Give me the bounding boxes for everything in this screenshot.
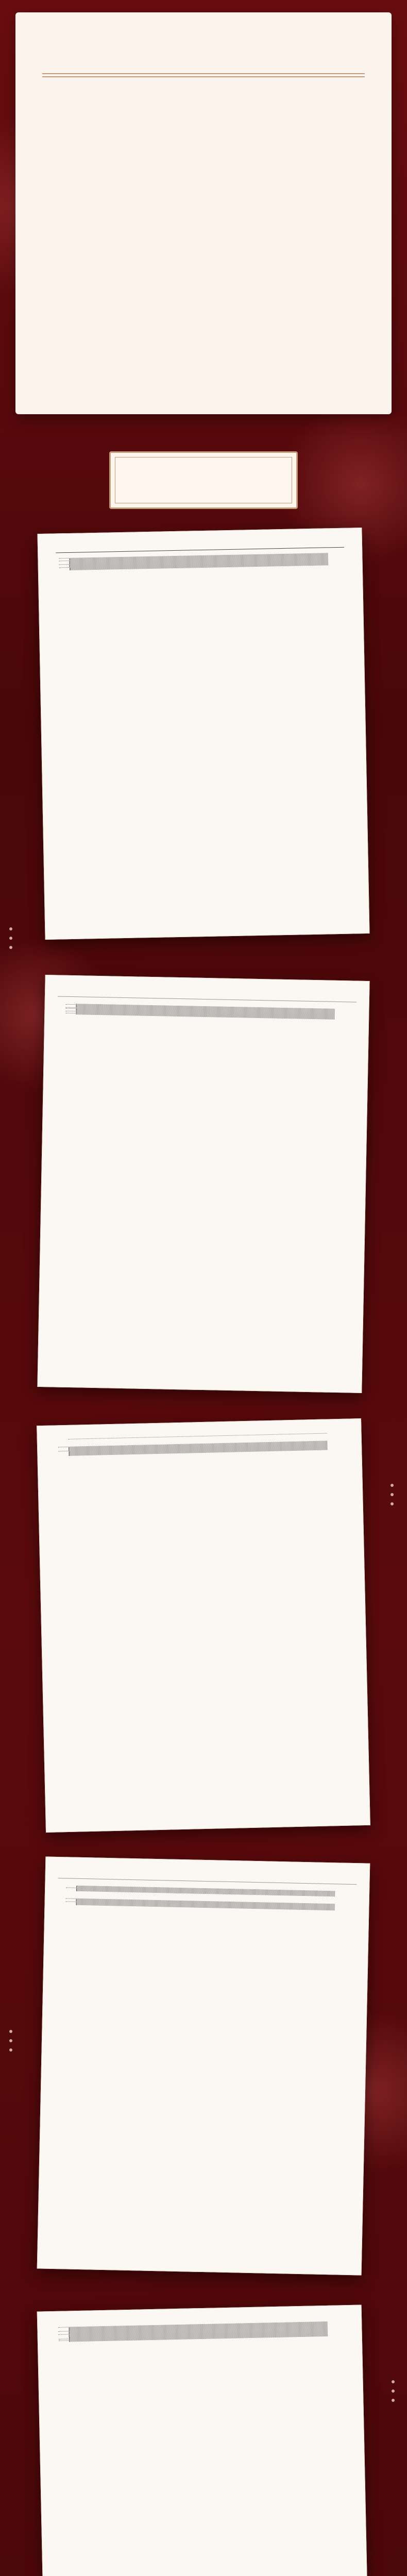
toc-page-3 (37, 1418, 370, 1833)
intro-body (48, 99, 359, 396)
decorative-dots (9, 927, 19, 955)
toc-heading (56, 544, 344, 550)
toc-page-body (55, 1433, 352, 1822)
intro-title (15, 27, 392, 65)
toc-list (63, 1885, 351, 1899)
toc-list (62, 1004, 351, 1022)
toc-list (56, 555, 344, 573)
toc-page-4 (37, 1856, 370, 2275)
toc-list (62, 1900, 351, 1913)
toc-page-number (330, 1435, 344, 1436)
toc-list (55, 2321, 344, 2344)
divider (42, 73, 365, 74)
toc-page-number (337, 1912, 351, 1913)
running-head (58, 985, 357, 1001)
decorative-dots (9, 2030, 19, 2058)
decorative-dots (392, 2380, 401, 2408)
toc-page-body (55, 1885, 351, 2264)
toc-page-body (56, 1004, 351, 1382)
toc-entry-row (55, 1435, 344, 1442)
banner-frame (115, 457, 292, 503)
divider (56, 547, 344, 553)
divider (42, 76, 365, 77)
contents-banner (109, 451, 298, 509)
toc-page-body (55, 2321, 352, 2576)
dot-leader (69, 1433, 327, 1439)
decorative-dots (391, 1484, 400, 1512)
toc-page-5 (37, 2304, 370, 2576)
intro-card (15, 12, 392, 414)
toc-page-1 (37, 528, 369, 940)
toc-list (55, 1433, 344, 1442)
toc-list (55, 1443, 344, 1459)
toc-page-body (56, 542, 351, 929)
toc-page-2 (37, 975, 369, 1393)
